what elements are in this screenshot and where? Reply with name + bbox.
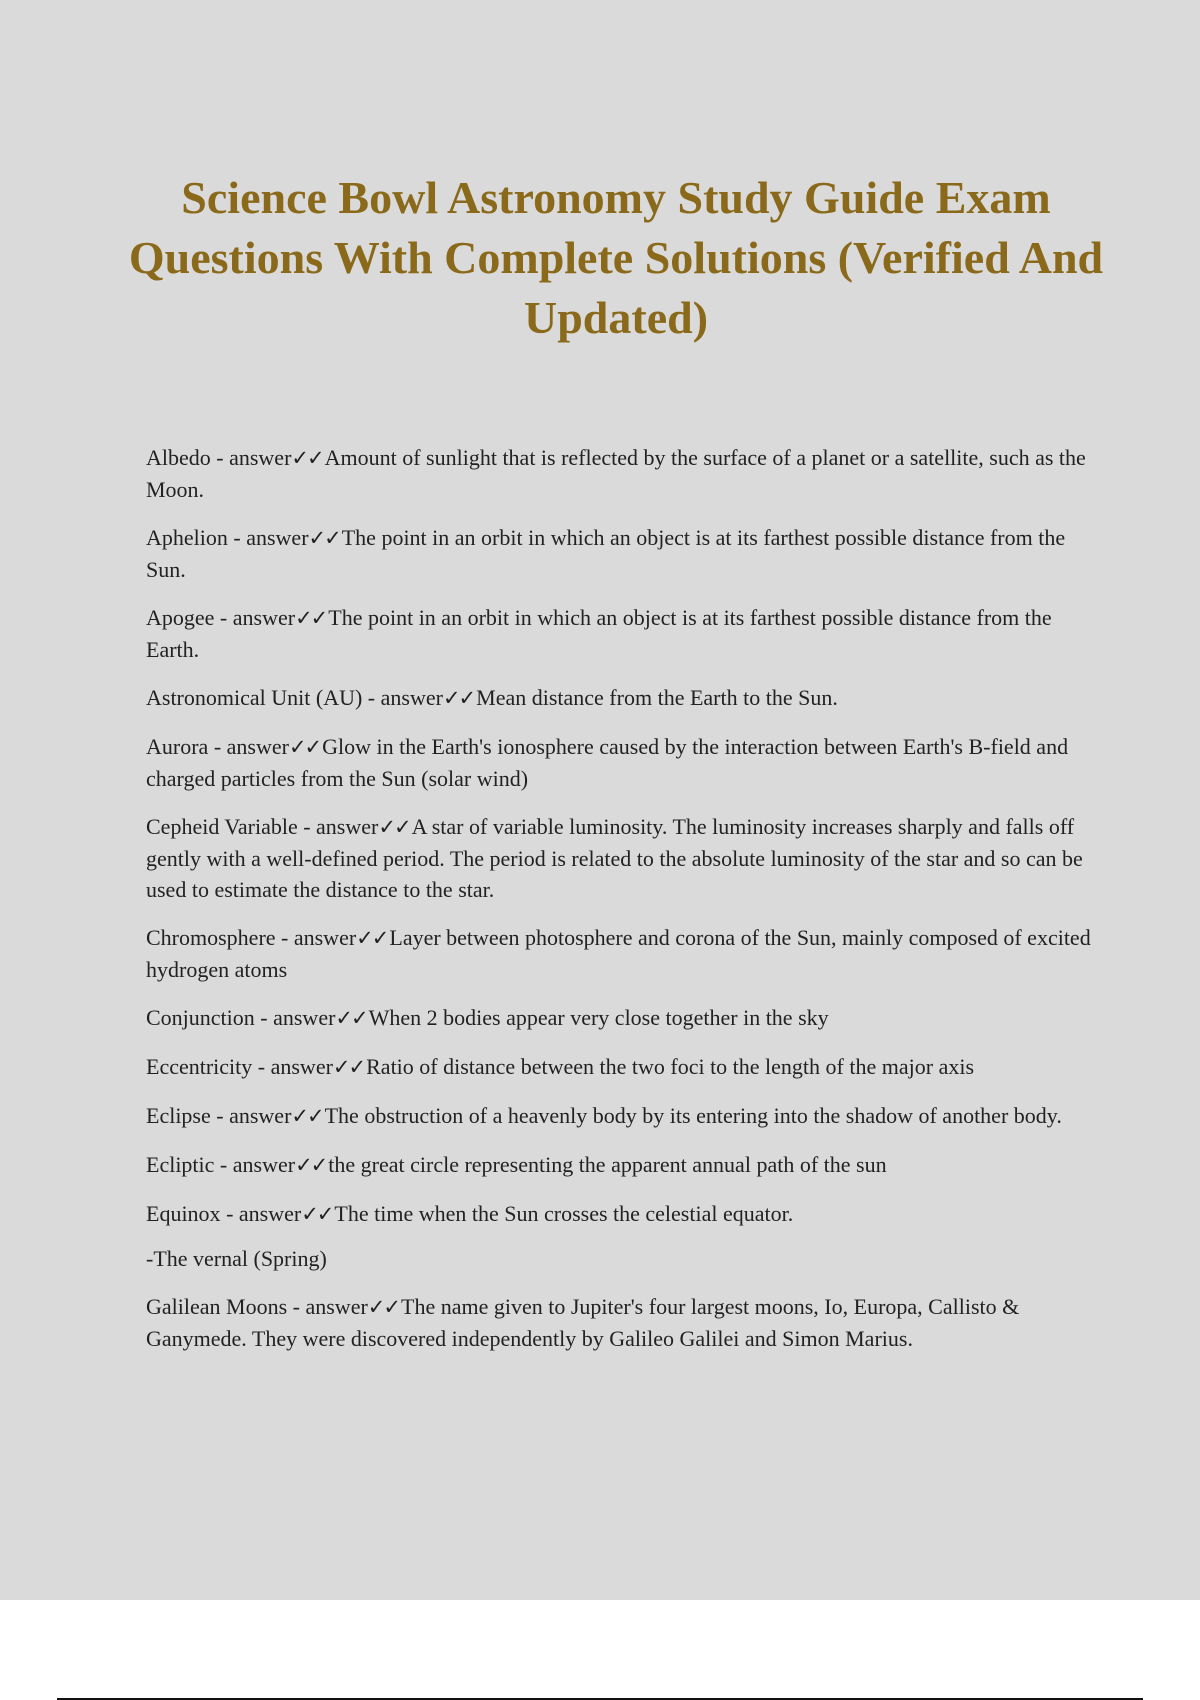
checkmark-icon: ✓✓ (301, 1202, 333, 1226)
entry-galilean-moons (146, 1291, 1096, 1354)
checkmark-icon: ✓✓ (335, 1006, 367, 1030)
entry-equinox (146, 1198, 1096, 1230)
entry-term: Ecliptic (146, 1152, 215, 1177)
entry-note-vernal: -The vernal (Spring) (146, 1246, 327, 1271)
entry-astronomical-unit (146, 682, 1096, 714)
checkmark-icon: ✓✓ (291, 446, 323, 470)
answer-marker: - answer (275, 925, 357, 950)
entry-term: Galilean Moons (146, 1294, 288, 1319)
checkmark-icon: ✓✓ (295, 606, 327, 630)
entry-definition: Ratio of distance between the two foci to the length of the major axis (366, 1054, 975, 1079)
entry-term: Eccentricity (146, 1054, 253, 1079)
entry-list (146, 442, 1096, 1371)
entry-definition: The point in an orbit in which an object is at its farthest possible distance from the Earth. (146, 605, 1052, 662)
checkmark-icon: ✓✓ (378, 815, 410, 839)
checkmark-icon: ✓✓ (332, 1055, 365, 1079)
entry-definition: The time when the Sun crosses the celestial equator. (334, 1201, 794, 1226)
entry-ecliptic (146, 1149, 1096, 1181)
answer-marker: - answer (210, 1103, 292, 1128)
entry-conjunction (146, 1002, 1096, 1034)
entry-term: Aurora (146, 734, 209, 759)
entry-definition: Mean distance from the Earth to the Sun. (476, 685, 838, 710)
checkmark-icon: ✓✓ (288, 735, 321, 759)
entry-term: Apogee (146, 605, 215, 630)
entry-term: Eclipse (146, 1103, 211, 1128)
checkmark-icon: ✓✓ (367, 1295, 399, 1319)
entry-definition: the great circle representing the apparent annual path of the sun (328, 1152, 887, 1177)
entry-definition: A star of variable luminosity. The luminosity increases sharply and falls off gently with a well-defined period. The period is related to the absolute luminosity of the star and so can be used to estimate the distance to the star. (146, 814, 1083, 902)
entry-chromosphere (146, 922, 1096, 985)
entry-definition: When 2 bodies appear very close together in the sky (368, 1005, 829, 1030)
page-title: Science Bowl Astronomy Study Guide Exam Questions With Complete Solutions (Verified And Updated) (128, 172, 1104, 343)
entry-term: Cepheid Variable (146, 814, 298, 839)
entry-term: Aphelion (146, 525, 228, 550)
entry-definition: The obstruction of a heavenly body by its entering into the shadow of another body. (324, 1103, 1062, 1128)
entry-term: Astronomical Unit (AU) (146, 685, 363, 710)
entry-albedo (146, 442, 1096, 505)
entry-eclipse (146, 1100, 1096, 1132)
entry-aurora (146, 731, 1096, 794)
entry-term: Conjunction (146, 1005, 255, 1030)
entry-apogee (146, 602, 1096, 665)
entry-definition: Layer between photosphere and corona of the Sun, mainly composed of excited hydrogen atoms (146, 925, 1091, 982)
entry-eccentricity (146, 1051, 1096, 1083)
answer-marker: - answer (208, 734, 289, 759)
entry-cepheid-variable (146, 811, 1096, 905)
answer-marker: - answer (287, 1294, 368, 1319)
answer-marker: - answer (227, 525, 309, 550)
answer-marker: - answer (254, 1005, 336, 1030)
entry-definition: Amount of sunlight that is reflected by the surface of a planet or a satellite, such as the Moon. (146, 445, 1086, 502)
entry-term: Chromosphere (146, 925, 276, 950)
checkmark-icon: ✓✓ (308, 526, 340, 550)
entry-definition: The point in an orbit in which an object is at its farthest possible distance from the Sun. (146, 525, 1066, 582)
checkmark-icon: ✓✓ (442, 686, 475, 710)
answer-marker: - answer (252, 1054, 333, 1079)
answer-marker: - answer (220, 1201, 302, 1226)
entry-definition: Glow in the Earth's ionosphere caused by the interaction between Earth's B-field and charged particles from the Sun (solar wind) (146, 734, 1069, 791)
answer-marker: - answer (362, 685, 443, 710)
answer-marker: - answer (214, 1152, 296, 1177)
checkmark-icon: ✓✓ (291, 1104, 323, 1128)
entry-term: Albedo (146, 445, 211, 470)
answer-marker: - answer (214, 605, 296, 630)
checkmark-icon: ✓✓ (295, 1153, 327, 1177)
entry-definition: The name given to Jupiter's four largest moons, Io, Europa, Callisto & Ganymede. They were discovered independently by Galileo Galilei and Simon Marius. (146, 1294, 1020, 1351)
answer-marker: - answer (210, 445, 292, 470)
checkmark-icon: ✓✓ (356, 926, 388, 950)
entry-aphelion (146, 522, 1096, 585)
answer-marker: - answer (297, 814, 379, 839)
entry-term: Equinox (146, 1201, 221, 1226)
